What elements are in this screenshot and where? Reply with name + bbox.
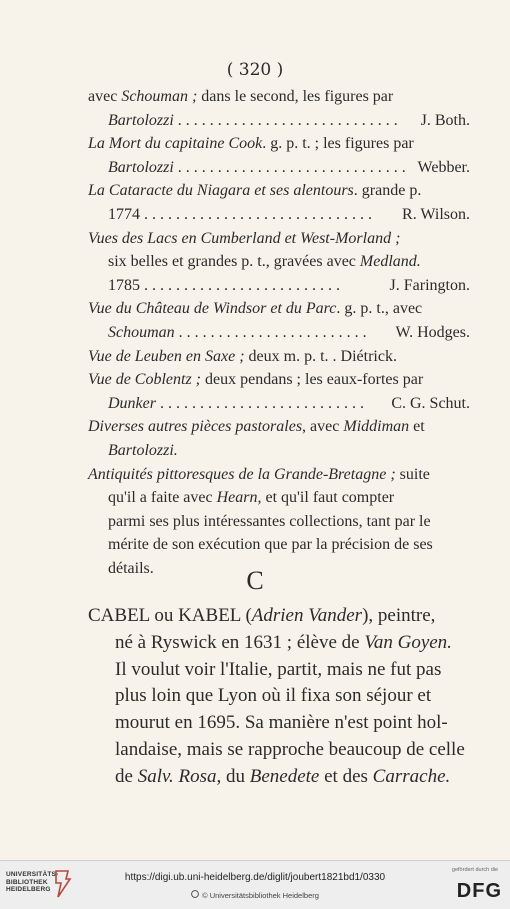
text-run: ), peintre, — [362, 605, 436, 626]
text-run: Bartolozzi — [108, 111, 174, 129]
text-run: landaise, mais se rapproche beaucoup de celle — [115, 739, 465, 760]
text-run: Antiquités pittoresques de la Grande-Bretagne ; — [88, 465, 396, 483]
text-line — [108, 442, 470, 460]
text-line — [115, 685, 472, 707]
text-line — [88, 466, 470, 484]
leader-dots: . . . . . . . . . . . . . . . . . . . . . . . . . — [140, 276, 340, 294]
text-line — [108, 395, 470, 413]
text-run: mérite de son exécution que par la précision de ses — [108, 536, 433, 554]
text-run: Medland. — [359, 253, 421, 271]
text-run: Adrien Vander — [251, 605, 363, 626]
text-run: et qu'il faut compter — [261, 489, 395, 507]
text-run: 1774 — [108, 206, 140, 223]
text-run: Vue de Leuben en Saxe ; — [88, 347, 245, 365]
attribution: J. Both. — [420, 111, 470, 129]
text-line — [108, 206, 470, 224]
leader-dots: . . . . . . . . . . . . . . . . . . . . . . . . . . . . — [173, 111, 398, 129]
text-line — [88, 348, 470, 366]
text-line — [88, 88, 470, 106]
text-run: Diverses autres pièces pastorales — [88, 418, 303, 436]
text-run: . g. p. t., avec — [336, 300, 423, 318]
text-run: de — [115, 765, 138, 787]
text-run: Bartolozzi. — [108, 442, 178, 459]
leader-dots: . . . . . . . . . . . . . . . . . . . . . . . . . . . . . — [173, 158, 406, 176]
text-run: La Cataracte du Niagara et ses alentours — [88, 182, 354, 200]
page-number: ( 320 ) — [226, 60, 284, 80]
text-run: deux m. p. t. . Diétrick. — [244, 347, 397, 365]
attribution: Webber. — [417, 158, 470, 176]
text-line — [108, 324, 470, 342]
text-line — [115, 632, 472, 654]
text-run: du — [221, 765, 250, 787]
text-run: et des — [319, 765, 373, 787]
text-run: mourut en 1695. Sa manière n'est point hol- — [115, 712, 448, 734]
attribution: R. Wilson. — [402, 206, 470, 223]
leader-dots: . . . . . . . . . . . . . . . . . . . . . . . . . . . . . — [140, 206, 372, 223]
text-run: dans le second, les figures par — [197, 88, 394, 105]
creative-commons-icon — [191, 890, 199, 898]
attribution: W. Hodges. — [395, 324, 470, 341]
text-line — [108, 159, 470, 177]
text-run: La Mort du capitaine Cook — [88, 135, 263, 153]
text-run: Bartolozzi — [108, 158, 174, 176]
section-letter: C — [246, 566, 264, 595]
leader-dots: . . . . . . . . . . . . . . . . . . . . . . . . — [174, 324, 367, 341]
library-line: HEIDELBERG — [6, 886, 51, 893]
text-run: . grande p. — [353, 182, 422, 200]
text-run: Vues des Lacs en Cumberland et West-Morland ; — [88, 229, 401, 247]
page-url[interactable]: https://digi.ub.uni-heidelberg.de/diglit/joubert1821bd1/0330 — [124, 872, 386, 883]
text-run: parmi ses plus intéressantes collections, tant par le — [108, 512, 431, 530]
text-run: détails. — [108, 560, 154, 577]
text-line — [88, 135, 470, 153]
library-line: BIBLIOTHEK — [6, 878, 48, 886]
text-run: Van Goyen. — [364, 631, 452, 653]
text-run: Middiman — [343, 418, 410, 436]
text-run: Carrache. — [372, 765, 451, 787]
text-run: Vue du Château de Windsor et du Parc — [88, 300, 337, 318]
text-run: Il voulut voir l'Italie, partit, mais ne fut pas — [115, 658, 442, 680]
text-run: Schouman ; — [121, 88, 198, 105]
text-line — [108, 536, 470, 554]
text-run: plus loin que Lyon où il fixa son séjour et — [115, 685, 432, 707]
text-run: Hearn, — [216, 489, 262, 507]
text-line — [88, 418, 470, 436]
leader-dots: . . . . . . . . . . . . . . . . . . . . . . . . . . — [155, 394, 364, 412]
text-line — [115, 712, 472, 734]
copyright-line — [0, 890, 510, 900]
text-run: et — [409, 418, 425, 436]
footer-bar — [0, 860, 510, 909]
funded-by-text: gefördert durch die — [451, 867, 499, 873]
text-line — [108, 277, 470, 295]
attribution: J. Farington. — [389, 276, 470, 294]
text-line — [108, 253, 470, 271]
text-run: 1785 — [108, 276, 140, 294]
library-line: UNIVERSITÄTS- — [6, 871, 59, 878]
text-line — [88, 300, 470, 318]
text-line — [108, 489, 470, 507]
attribution: C. G. Schut. — [391, 394, 470, 412]
text-run: suite — [395, 465, 430, 483]
dfg-logo: DFG — [456, 880, 502, 902]
text-line — [108, 513, 470, 531]
text-run: Salv. Rosa, — [137, 765, 222, 787]
text-run: Vue de Coblentz ; — [88, 371, 202, 389]
text-run: Schouman — [108, 324, 175, 341]
text-run: CABEL ou KABEL ( — [88, 605, 252, 626]
text-line — [108, 112, 470, 130]
text-run: qu'il a faite avec — [108, 489, 217, 507]
text-run: avec — [88, 88, 122, 105]
copyright-text: © Universitätsbibliothek Heidelberg — [202, 891, 319, 900]
text-line — [88, 371, 470, 389]
text-line — [88, 230, 470, 248]
text-line — [115, 739, 472, 761]
text-line — [88, 605, 472, 627]
text-run: . g. p. t. ; les figures par — [262, 135, 414, 153]
text-run: deux pendans ; les eaux-fortes par — [201, 371, 424, 389]
text-run: Benedete — [249, 765, 320, 787]
text-line — [115, 766, 472, 788]
text-line — [88, 182, 470, 200]
text-run: six belles et grandes p. t., gravées avec — [108, 253, 360, 271]
text-line — [115, 659, 472, 681]
text-run: né à Ryswick en 1631 ; élève de — [115, 631, 365, 653]
text-run: , avec — [302, 418, 344, 436]
text-run: Dunker — [108, 394, 156, 412]
